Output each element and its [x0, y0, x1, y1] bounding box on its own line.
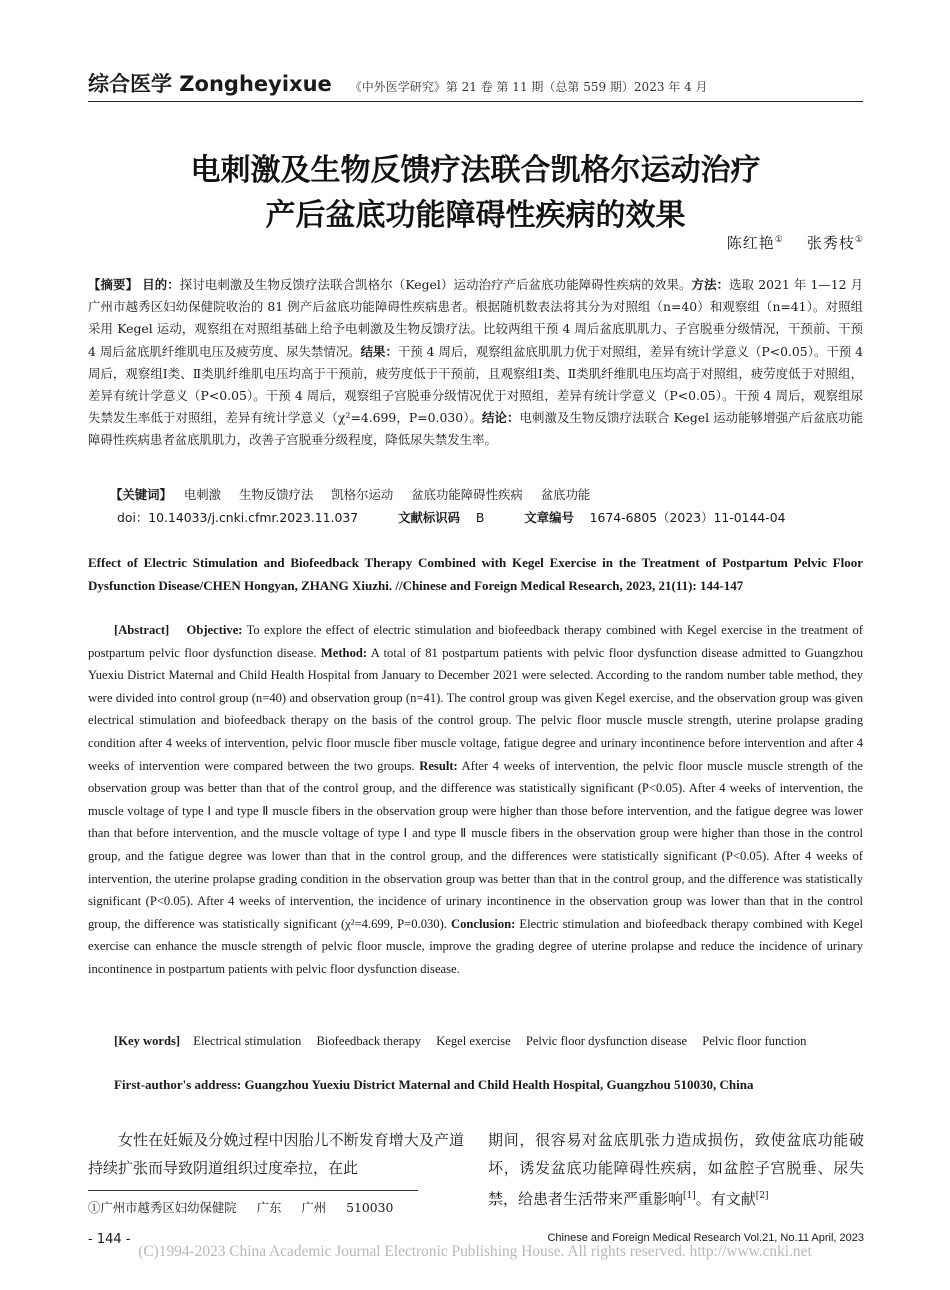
copyright-watermark: (C)1994-2023 China Academic Journal Electronic Publishing House. All rights reserved. http://www.cnki.net [138, 1243, 812, 1260]
keyword-en: Electrical stimulation [193, 1034, 302, 1048]
keyword-cn: 生物反馈疗法 [239, 487, 314, 502]
body-text-left-column: 女性在妊娠及分娩过程中因胎儿不断发育增大及产道持续扩张而导致阴道组织过度牵拉，在此 [88, 1131, 464, 1177]
article-title-line-2: 产后盆底功能障碍性疾病的效果 [265, 198, 686, 233]
footnote-institution: 广州市越秀区妇幼保健院 [100, 1200, 237, 1215]
running-header [88, 68, 863, 98]
keyword-cn: 电刺激 [183, 487, 222, 502]
abstract-cn [88, 274, 863, 452]
english-title: Effect of Electric Stimulation and Biofeedback Therapy Combined with Kegel Exercise in the Treatment of Postpartum Pelvic Floor Dysfunction Disease/CHEN Hongyan, ZHANG Xiuzhi. //Chinese and Foreign Medical Research, 2023, 21(11): 144-147 [88, 555, 863, 593]
abstract-cn-conclusion-label: 结论： [482, 410, 520, 426]
abstract-cn-label: 【摘要】 [88, 277, 139, 292]
footnote-postcode: 510030 [346, 1200, 394, 1215]
abstract-cn-objective-label: 目的： [142, 277, 180, 292]
body-text-right-column [488, 1126, 864, 1213]
header-journal-info: 《中外医学研究》第 21 卷 第 11 期（总第 559 期）2023 年 4 月 [349, 80, 708, 94]
document-code-label: 文献标识码 [398, 510, 461, 525]
keywords-cn-label: 【关键词】 [110, 487, 172, 502]
abstract-cn-method-label: 方法： [691, 277, 730, 292]
first-author-address: First-author's address: Guangzhou Yuexiu District Maternal and Child Health Hospital, Guangzhou 510030, China [114, 1077, 754, 1092]
doi: doi：10.14033/j.cnki.cfmr.2023.11.037 [117, 510, 359, 525]
body-text-right-tail: 。有文献 [695, 1190, 756, 1208]
abstract-cn-result: 干预 4 周后，观察组盆底肌肌力优于对照组，差异有统计学意义（P<0.05）。干预 4 周后，观察组Ⅰ类、Ⅱ类肌纤维肌电压均高于干预前，疲劳度低于干预前，且观察组Ⅰ类、Ⅱ类肌纤维肌电压均高于对照组，疲劳度低于对照组，差异有统计学意义（P<0.05）。干预 4 周后，观察组子宫脱垂分级情况优于对照组，差异有统计学意义（P<0.05）。干预 4 周后，观察组尿失禁发生率低于对照组，差异有统计学意义（χ²=4.699，P=0.030）。 [88, 343, 864, 426]
page-number: - 144 - [88, 1232, 131, 1247]
author-affiliation-mark: ① [854, 235, 864, 245]
citation-ref: [1] [683, 1191, 696, 1201]
abstract-cn-objective: 探讨电刺激及生物反馈疗法联合凯格尔（Kegel）运动治疗产后盆底功能障碍性疾病的效果。 [179, 277, 692, 292]
authors [727, 232, 864, 253]
article-number-label: 文章编号 [524, 510, 574, 525]
author-name: 陈红艳 [726, 234, 775, 252]
abstract-en-conclusion-label: Conclusion: [450, 916, 516, 931]
footnote-city: 广州 [301, 1200, 327, 1215]
author-name: 张秀枝 [806, 234, 855, 252]
abstract-cn-method: 选取 2021 年 1—12 月广州市越秀区妇幼保健院收治的 81 例产后盆底功能障碍性疾病患者。根据随机数表法将其分为对照组（n=40）和观察组（n=41）。对照组采用 Kegel 运动，观察组在对照组基础上给予电刺激及生物反馈疗法。比较两组干预 4 周后盆底肌肌力、子宫脱垂分级情况，干预前、干预 4 周后盆底肌纤维肌电压及疲劳度、尿失禁情况。 [88, 277, 864, 359]
abstract-en [88, 619, 863, 981]
body-text-right: 期间，很容易对盆底肌张力造成损伤，致使盆底功能破坏，诱发盆底功能障碍性疾病，如盆腔子宫脱垂、尿失禁，给患者生活带来严重影响 [488, 1131, 864, 1208]
footer-journal-info: Chinese and Foreign Medical Research Vol.21, No.11 April, 2023 [547, 1232, 864, 1244]
footnote-mark: ① [88, 1200, 101, 1215]
keyword-en: Pelvic floor dysfunction disease [525, 1034, 688, 1048]
abstract-en-objective: To explore the effect of electric stimulation and biofeedback therapy combined with Kegel exercise in the treatment of postpartum pelvic floor dysfunction disease. [88, 623, 864, 660]
abstract-en-method-label: Method: [320, 645, 368, 660]
keyword-cn: 盆底功能 [540, 487, 591, 502]
abstract-en-label: [Abstract] [114, 623, 170, 637]
document-code: B [475, 510, 485, 525]
keyword-en: Pelvic floor function [702, 1034, 807, 1048]
abstract-cn-result-label: 结果： [360, 343, 398, 359]
keywords-en [88, 1030, 863, 1053]
author-affiliation-mark: ① [774, 235, 784, 245]
header-section: 综合医学 Zongheyixue [88, 72, 332, 96]
abstract-en-objective-label: Objective: [186, 623, 243, 637]
keyword-en: Biofeedback therapy [316, 1034, 422, 1048]
abstract-cn-conclusion: 电刺激及生物反馈疗法联合 Kegel 运动能够增强产后盆底功能障碍性疾病患者盆底肌肌力，改善子宫脱垂分级程度，降低尿失禁发生率。 [88, 410, 863, 448]
footnote-province: 广东 [256, 1200, 282, 1215]
abstract-en-result: After 4 weeks of intervention, the pelvic floor muscle muscle strength of the observation group was better than that of the control group, and the difference was statistically significant (P<0.05). After 4 weeks of intervention, the muscle voltage of type Ⅰ and type Ⅱ muscle fibers in the observation group were higher than those before intervention, and the fatigue degree was lower than that before intervention, and the muscle voltage of type Ⅰ and type Ⅱ muscle fibers in the observation group were higher than those in the control group, and the fatigue degree was lower than that in the control group, and the differences were statistically significant (P<0.05). After 4 weeks of intervention, the uterine prolapse grading condition in the observation group was better than that in the control group, and the difference was statistically significant (P<0.05). After 4 weeks of intervention, the incidence of urinary incontinence in the observation group was lower than that in the control group, the difference was statistically significant (χ²=4.699, P=0.030). [88, 758, 863, 931]
affiliation-footnote [88, 1198, 393, 1216]
article-title-line-1: 电刺激及生物反馈疗法联合凯格尔运动治疗 [190, 153, 761, 188]
doi-line [117, 508, 786, 526]
keyword-cn: 凯格尔运动 [331, 487, 394, 502]
keywords-cn [110, 485, 604, 503]
keywords-en-label: [Key words] [114, 1034, 181, 1048]
article-number: 1674-6805（2023）11-0144-04 [589, 510, 786, 525]
keyword-cn: 盆底功能障碍性疾病 [411, 487, 523, 502]
header-rule [88, 101, 863, 102]
abstract-en-method: A total of 81 postpartum patients with pelvic floor dysfunction disease admitted to Guangzhou Yuexiu District Maternal and Child Health Hospital from January to December 2021 were selected. According to the random number table method, they were divided into control group (n=40) and observation group (n=41). The control group was given Kegel exercise, and the observation group was given electrical stimulation and biofeedback therapy on the basis of the control group. The pelvic floor muscle muscle strength, uterine prolapse grading condition after 4 weeks of intervention, pelvic floor muscle fiber muscle voltage, fatigue degree and urinary incontinence before intervention and after 4 weeks of intervention were compared between the two groups. [88, 645, 863, 773]
citation-ref: [2] [755, 1191, 769, 1201]
keyword-en: Kegel exercise [436, 1034, 511, 1048]
footnote-rule [88, 1190, 418, 1191]
abstract-en-conclusion: Electric stimulation and biofeedback therapy combined with Kegel exercise can enhance the muscle strength of pelvic floor muscle, improve the grading degree of uterine prolapse and reduce the incidence of urinary incontinence in postpartum patients with pelvic floor dysfunction disease. [88, 916, 863, 976]
abstract-en-result-label: Result: [419, 758, 458, 773]
